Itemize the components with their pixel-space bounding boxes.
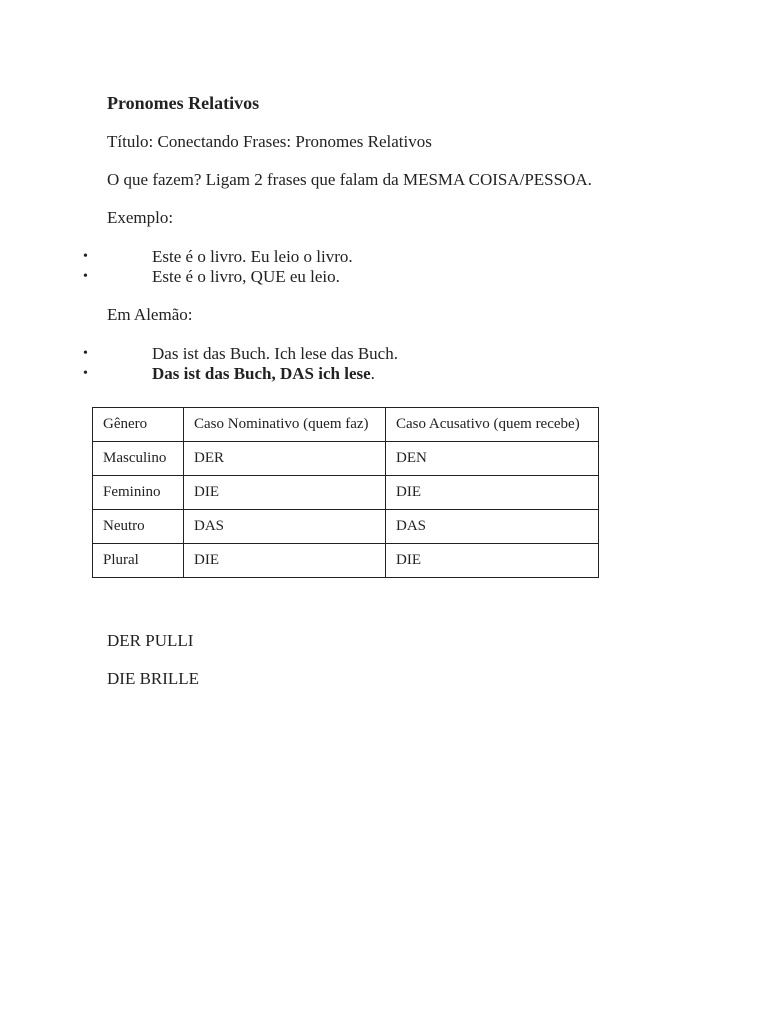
table-cell: Masculino [93, 442, 184, 476]
table-header-cell: Gênero [93, 408, 184, 442]
table-cell: DIE [386, 476, 599, 510]
bullet-icon: • [83, 366, 88, 381]
table-row [93, 544, 599, 578]
note-line-1: DER PULLI [107, 631, 194, 650]
table-cell: DIE [386, 544, 599, 578]
table-cell: Plural [93, 544, 184, 578]
example-item-2: Este é o livro, QUE eu leio. [152, 267, 340, 286]
bullet-icon: • [83, 346, 88, 361]
table-cell: Feminino [93, 476, 184, 510]
german-item-2-suffix: . [370, 364, 375, 383]
table-cell: DIE [184, 476, 386, 510]
table-row [93, 442, 599, 476]
table-cell: DAS [386, 510, 599, 544]
table-cell: DEN [386, 442, 599, 476]
table-cell: DER [184, 442, 386, 476]
german-item-2-bold: Das ist das Buch, DAS ich lese [152, 364, 371, 383]
table-cell: DAS [184, 510, 386, 544]
german-label: Em Alemão: [107, 305, 193, 324]
table-row [93, 510, 599, 544]
note-line-2: DIE BRILLE [107, 669, 200, 688]
table-row [93, 476, 599, 510]
bullet-icon: • [83, 269, 88, 284]
title-line: Título: Conectando Frases: Pronomes Relativos [107, 132, 432, 151]
table-header-cell: Caso Acusativo (quem recebe) [386, 408, 599, 442]
german-item-1: Das ist das Buch. Ich lese das Buch. [152, 344, 398, 363]
relative-pronoun-table [92, 407, 599, 578]
example-item-1: Este é o livro. Eu leio o livro. [152, 247, 353, 266]
table-cell: Neutro [93, 510, 184, 544]
table-cell: DIE [184, 544, 386, 578]
purpose-line: O que fazem? Ligam 2 frases que falam da MESMA COISA/PESSOA. [107, 170, 592, 189]
german-item-2 [152, 364, 375, 384]
table-header-row [93, 408, 599, 442]
example-label: Exemplo: [107, 208, 174, 227]
table-header-cell: Caso Nominativo (quem faz) [184, 408, 386, 442]
bullet-icon: • [83, 249, 88, 264]
document-heading: Pronomes Relativos [107, 93, 260, 113]
